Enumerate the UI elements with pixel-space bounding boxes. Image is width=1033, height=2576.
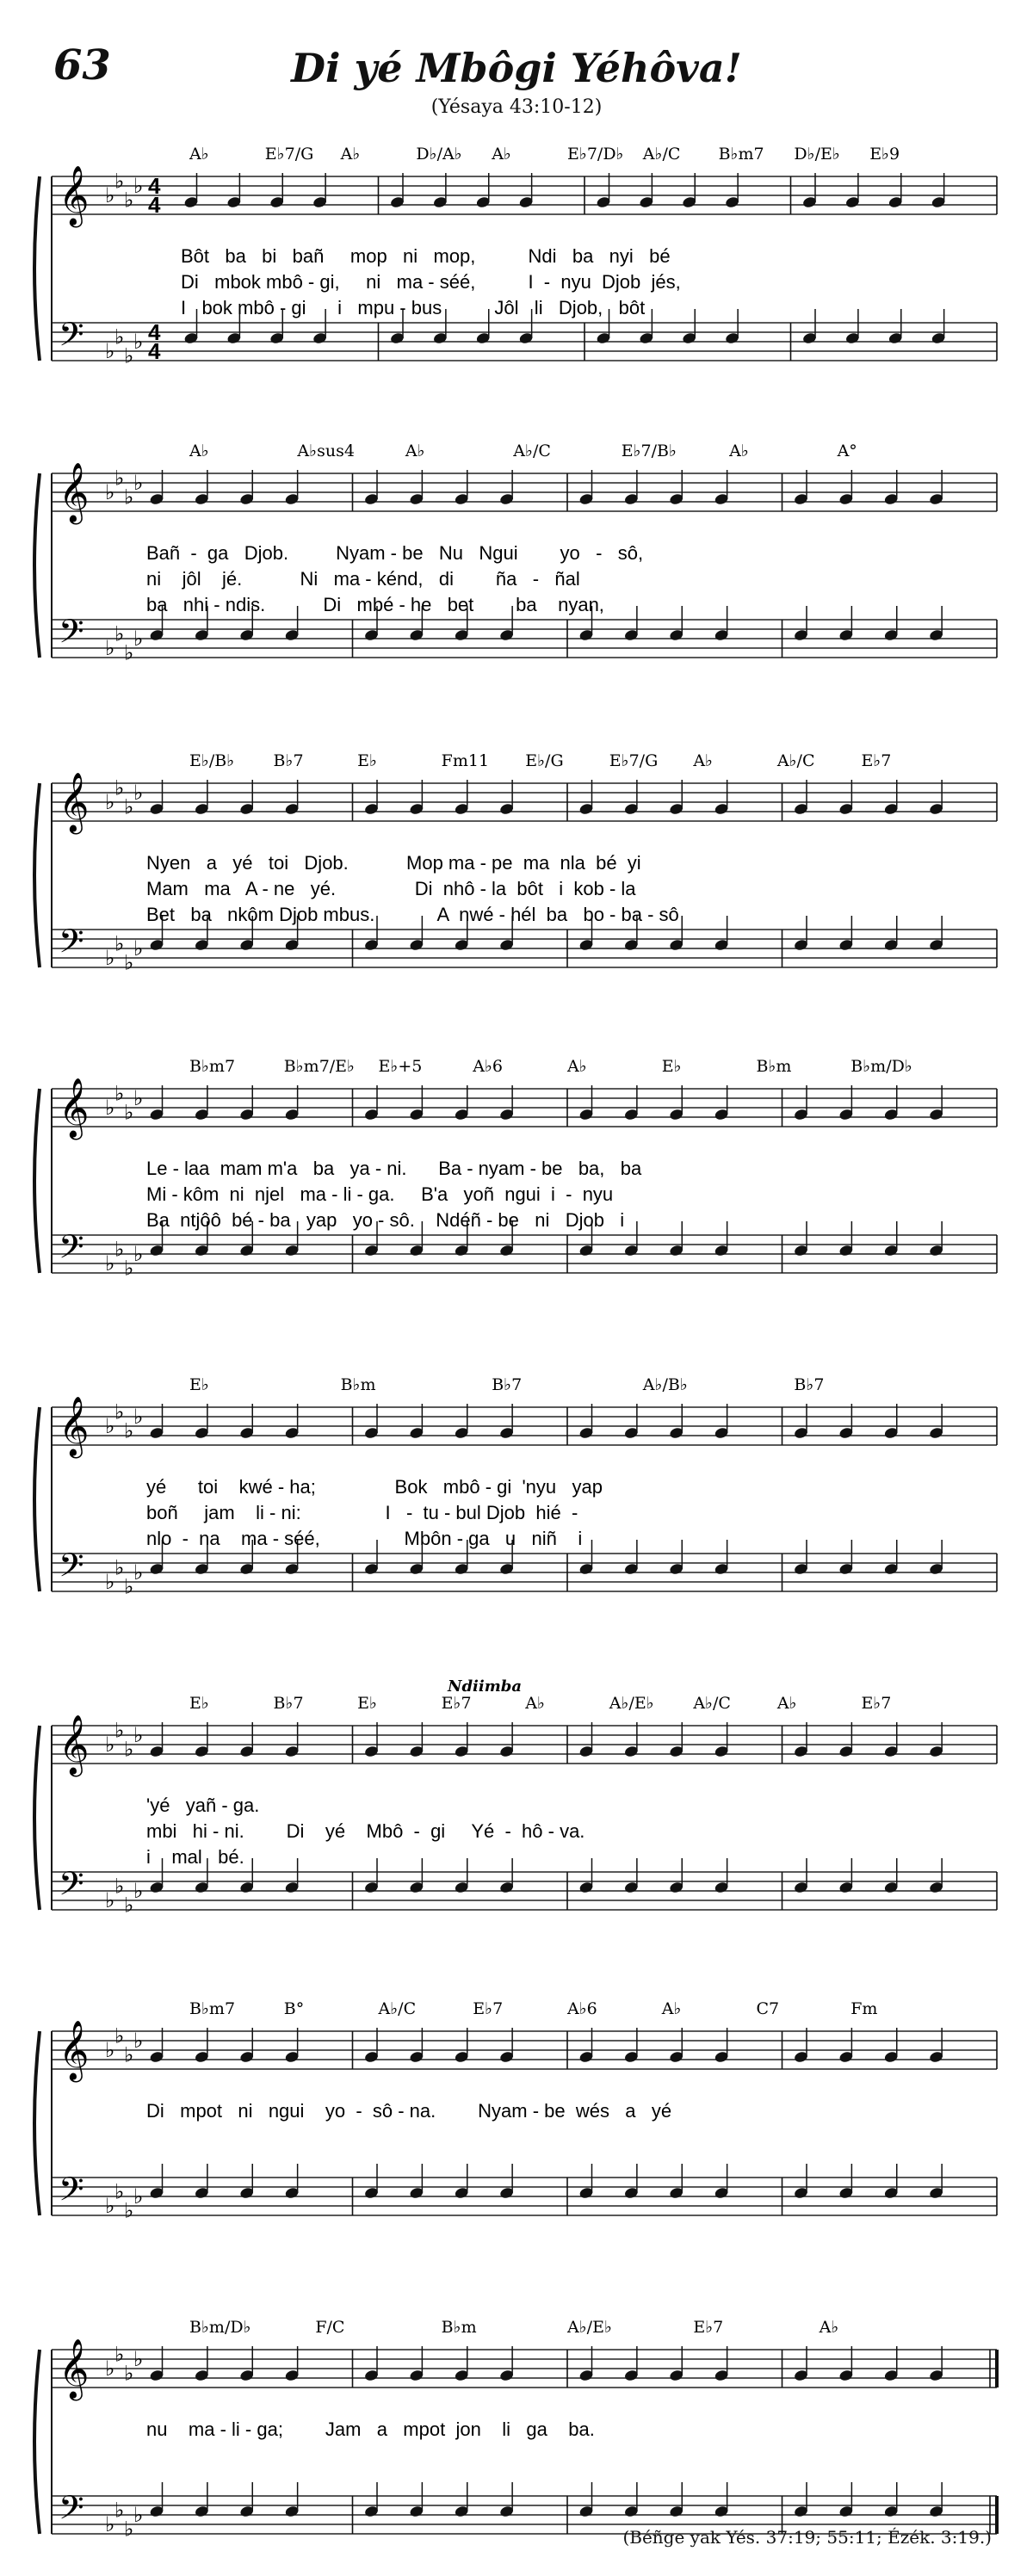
chord-symbol: D♭/E♭ bbox=[794, 145, 840, 164]
chord-symbol: A♭/C bbox=[776, 751, 815, 770]
chord-symbol: A♭/B♭ bbox=[642, 1375, 688, 1394]
chord-symbol: B♭m7 bbox=[718, 145, 764, 164]
flat-icon: ♭ bbox=[114, 2499, 125, 2523]
flat-icon: ♭ bbox=[105, 481, 115, 504]
chord-symbol: A♭/C bbox=[642, 145, 681, 164]
flat-icon: ♭ bbox=[105, 1571, 115, 1594]
flat-icon: ♭ bbox=[105, 1252, 115, 1276]
chord-symbol: A♭ bbox=[661, 1999, 682, 2018]
flat-icon: ♭ bbox=[105, 2195, 115, 2218]
system-brace bbox=[34, 1089, 40, 1273]
flat-icon: ♭ bbox=[114, 1875, 125, 1899]
time-signature: 4 bbox=[148, 173, 161, 199]
flat-icon: ♭ bbox=[105, 340, 115, 363]
flat-icon: ♭ bbox=[114, 1556, 125, 1580]
flat-icon: ♭ bbox=[124, 2199, 134, 2223]
chord-symbol: E♭7 bbox=[693, 2318, 724, 2337]
chord-symbol: E♭+5 bbox=[378, 1057, 423, 1076]
flat-icon: ♭ bbox=[114, 2343, 125, 2367]
chord-symbol: A♭ bbox=[189, 442, 209, 460]
system-brace bbox=[34, 176, 40, 361]
flat-icon: ♭ bbox=[133, 627, 144, 651]
chord-symbol: B♭7 bbox=[492, 1375, 523, 1394]
system-brace bbox=[34, 473, 40, 658]
flat-icon: ♭ bbox=[105, 637, 115, 660]
chord-symbol: A♭/E♭ bbox=[609, 1694, 654, 1713]
chord-symbol: A♭ bbox=[492, 145, 511, 164]
lyric-line: Di mpot ni ngui yo - sô - na. Nyam - be wés a yé bbox=[146, 2100, 672, 2122]
system-brace bbox=[34, 1726, 40, 1910]
flat-icon: ♭ bbox=[114, 1238, 125, 1262]
chord-symbol: E♭7 bbox=[861, 1694, 892, 1713]
flat-icon: ♭ bbox=[133, 472, 144, 495]
bass-clef-icon: 𝄢 bbox=[59, 1865, 84, 1910]
treble-clef-icon: 𝄞 bbox=[59, 1078, 90, 1136]
bass-clef-icon: 𝄢 bbox=[59, 1228, 84, 1273]
lyric-line: Le - laa mam m'a ba ya - ni. Ba - nyam - be ba, ba bbox=[146, 1158, 642, 1179]
flat-icon: ♭ bbox=[114, 466, 125, 491]
flat-icon: ♭ bbox=[124, 2362, 134, 2386]
flat-icon: ♭ bbox=[133, 2348, 144, 2371]
footer-references: (Béñge yak Yés. 37:19; 55:11; Ézék. 3:19.) bbox=[622, 2527, 992, 2548]
chord-symbol: B° bbox=[283, 1999, 305, 2018]
chord-symbol: B♭m bbox=[340, 1375, 376, 1394]
scripture-reference: (Yésaya 43:10-12) bbox=[430, 96, 603, 118]
chord-symbol: E♭ bbox=[661, 1057, 682, 1076]
chord-symbol: D♭/A♭ bbox=[416, 145, 462, 164]
lyric-line: Mi - kôm ni njel ma - li - ga. B'a yoñ ngui i - nyu bbox=[146, 1183, 614, 1205]
lyric-line: nlo - na ma - séé, Mbôn - ga u niñ i bbox=[146, 1528, 583, 1549]
treble-clef-icon: 𝄞 bbox=[59, 2021, 90, 2079]
flat-icon: ♭ bbox=[105, 2513, 115, 2536]
flat-icon: ♭ bbox=[114, 1719, 125, 1743]
flat-icon: ♭ bbox=[133, 2504, 144, 2527]
flat-icon: ♭ bbox=[105, 791, 115, 814]
lyric-line: Bôt ba bi bañ mop ni mop, Ndi ba nyi bé bbox=[181, 245, 671, 267]
chord-symbol: A° bbox=[837, 442, 857, 460]
flat-icon: ♭ bbox=[105, 2357, 115, 2381]
lyric-line: Nyen a yé toi Djob. Mop ma - pe ma nla bé yi bbox=[146, 852, 641, 874]
flat-icon: ♭ bbox=[133, 175, 144, 198]
chord-symbol: A♭/C bbox=[378, 1999, 417, 2018]
chord-symbol: F/C bbox=[315, 2318, 345, 2337]
chord-symbol: A♭6 bbox=[473, 1057, 504, 1076]
lyric-line: Ba ntjôô bé - ba yap yo - sô. Ndéñ - be ni Djob i bbox=[146, 1209, 625, 1231]
flat-icon: ♭ bbox=[133, 1880, 144, 1903]
bass-clef-icon: 𝄢 bbox=[59, 613, 84, 658]
treble-clef-icon: 𝄞 bbox=[59, 1397, 90, 1455]
treble-clef-icon: 𝄞 bbox=[59, 773, 90, 831]
chord-symbol: A♭ bbox=[776, 1694, 797, 1713]
hymn-title: Di yé Mbôgi Yéhôva! bbox=[291, 45, 742, 91]
chord-symbol: E♭7 bbox=[473, 1999, 504, 2018]
chord-symbol: E♭7/B♭ bbox=[621, 442, 677, 460]
flat-icon: ♭ bbox=[114, 2024, 125, 2048]
treble-clef-icon: 𝄞 bbox=[59, 1715, 90, 1773]
chord-symbol: E♭ bbox=[357, 751, 377, 770]
flat-icon: ♭ bbox=[124, 344, 134, 368]
flat-icon: ♭ bbox=[124, 1893, 134, 1918]
flat-icon: ♭ bbox=[124, 1257, 134, 1281]
flat-icon: ♭ bbox=[114, 776, 125, 800]
bass-clef-icon: 𝄢 bbox=[59, 316, 84, 361]
system-brace bbox=[34, 1407, 40, 1591]
flat-icon: ♭ bbox=[105, 2039, 115, 2062]
flat-icon: ♭ bbox=[114, 1400, 125, 1424]
flat-icon: ♭ bbox=[114, 325, 125, 349]
chord-symbol: E♭7 bbox=[441, 1694, 472, 1713]
chord-symbol: A♭ bbox=[819, 2318, 839, 2337]
section-marking: Ndiimba bbox=[448, 1677, 523, 1696]
lyric-line: Bañ - ga Djob. Nyam - be Nu Ngui yo - sô, bbox=[146, 542, 644, 564]
system-brace bbox=[34, 783, 40, 967]
flat-icon: ♭ bbox=[124, 1738, 134, 1762]
lyric-line: Bet ba nkôm Djob mbus. A nwé - hél ba bo - ba - sô bbox=[146, 904, 679, 925]
chord-symbol: A♭ bbox=[189, 145, 209, 164]
flat-icon: ♭ bbox=[133, 1087, 144, 1110]
flat-icon: ♭ bbox=[114, 1082, 125, 1106]
chord-symbol: E♭7 bbox=[861, 751, 892, 770]
treble-clef-icon: 𝄞 bbox=[59, 2339, 90, 2397]
flat-icon: ♭ bbox=[105, 1889, 115, 1912]
bass-clef-icon: 𝄢 bbox=[59, 2171, 84, 2215]
lyric-line: ba nhi - ndis. Di mbé - he bet ba nyan, bbox=[146, 594, 604, 615]
flat-icon: ♭ bbox=[114, 170, 125, 194]
flat-icon: ♭ bbox=[124, 1101, 134, 1125]
chord-symbol: B♭7 bbox=[273, 1694, 304, 1713]
chord-symbol: B♭m7 bbox=[189, 1057, 236, 1076]
chord-symbol: E♭7/D♭ bbox=[567, 145, 624, 164]
flat-icon: ♭ bbox=[124, 795, 134, 819]
lyric-line: mbi hi - ni. Di yé Mbô - gi Yé - hô - va. bbox=[146, 1820, 585, 1842]
chord-symbol: B♭m7 bbox=[189, 1999, 236, 2018]
chord-symbol: E♭/B♭ bbox=[189, 751, 235, 770]
chord-symbol: A♭/C bbox=[693, 1694, 731, 1713]
chord-symbol: E♭9 bbox=[869, 145, 900, 164]
chord-symbol: B♭m/D♭ bbox=[189, 2318, 251, 2337]
chord-symbol: Fm11 bbox=[441, 751, 490, 770]
bass-clef-icon: 𝄢 bbox=[59, 923, 84, 967]
flat-icon: ♭ bbox=[124, 641, 134, 665]
flat-icon: ♭ bbox=[105, 1096, 115, 1120]
time-signature: 4 bbox=[148, 338, 161, 364]
flat-icon: ♭ bbox=[124, 2517, 134, 2542]
hymn-number: 63 bbox=[53, 41, 111, 90]
flat-icon: ♭ bbox=[105, 1415, 115, 1438]
chord-symbol: B♭m7/E♭ bbox=[283, 1057, 356, 1076]
flat-icon: ♭ bbox=[133, 937, 144, 961]
time-signature: 4 bbox=[148, 319, 161, 345]
chord-symbol: C7 bbox=[756, 1999, 780, 2018]
flat-icon: ♭ bbox=[133, 1243, 144, 1266]
lyric-line: 'yé yañ - ga. bbox=[146, 1795, 260, 1816]
chord-symbol: E♭7/G bbox=[264, 145, 314, 164]
flat-icon: ♭ bbox=[124, 1419, 134, 1443]
chord-symbol: E♭/G bbox=[525, 751, 564, 770]
bass-clef-icon: 𝄢 bbox=[59, 2489, 84, 2534]
flat-icon: ♭ bbox=[105, 184, 115, 207]
lyric-line: nu ma - li - ga; Jam a mpot jon li ga ba. bbox=[146, 2418, 595, 2440]
chord-symbol: A♭sus4 bbox=[297, 442, 355, 460]
flat-icon: ♭ bbox=[133, 1405, 144, 1429]
treble-clef-icon: 𝄞 bbox=[59, 463, 90, 521]
flat-icon: ♭ bbox=[133, 330, 144, 354]
lyric-line: boñ jam li - ni: I - tu - bul Djob hié - bbox=[146, 1502, 578, 1523]
flat-icon: ♭ bbox=[114, 2180, 125, 2204]
time-signature: 4 bbox=[148, 192, 161, 218]
flat-icon: ♭ bbox=[105, 1733, 115, 1757]
flat-icon: ♭ bbox=[133, 1724, 144, 1747]
chord-symbol: B♭7 bbox=[794, 1375, 825, 1394]
chord-symbol: E♭ bbox=[189, 1694, 209, 1713]
chord-symbol: A♭ bbox=[567, 1057, 587, 1076]
bass-clef-icon: 𝄢 bbox=[59, 1547, 84, 1591]
flat-icon: ♭ bbox=[124, 2043, 134, 2067]
lyric-line: yé toi kwé - ha; Bok mbô - gi 'nyu yap bbox=[146, 1476, 603, 1498]
system-brace bbox=[34, 2350, 40, 2534]
chord-symbol: E♭ bbox=[357, 1694, 377, 1713]
chord-symbol: A♭ bbox=[405, 442, 425, 460]
chord-symbol: A♭ bbox=[693, 751, 714, 770]
lyric-line: Mam ma A - ne yé. Di nhô - la bôt i kob - la bbox=[146, 878, 636, 899]
flat-icon: ♭ bbox=[124, 1575, 134, 1599]
flat-icon: ♭ bbox=[124, 188, 134, 213]
lyric-line: I bok mbô - gi i mpu - bus Jôl li Djob, bôt bbox=[181, 297, 646, 318]
flat-icon: ♭ bbox=[114, 932, 125, 956]
flat-icon: ♭ bbox=[105, 947, 115, 970]
chord-symbol: A♭6 bbox=[567, 1999, 597, 2018]
chord-symbol: E♭ bbox=[189, 1375, 209, 1394]
chord-symbol: Fm bbox=[851, 1999, 878, 2018]
lyric-line: Di mbok mbô - gi, ni ma - séé, I - nyu Djob jés, bbox=[181, 271, 681, 293]
system-brace bbox=[34, 2031, 40, 2215]
chord-symbol: A♭/E♭ bbox=[567, 2318, 612, 2337]
chord-symbol: A♭ bbox=[525, 1694, 545, 1713]
chord-symbol: A♭ bbox=[340, 145, 361, 164]
chord-symbol: E♭7/G bbox=[609, 751, 659, 770]
chord-symbol: B♭7 bbox=[273, 751, 304, 770]
chord-symbol: B♭m bbox=[441, 2318, 477, 2337]
chord-symbol: B♭m/D♭ bbox=[851, 1057, 912, 1076]
flat-icon: ♭ bbox=[133, 781, 144, 805]
flat-icon: ♭ bbox=[133, 2029, 144, 2053]
chord-symbol: A♭ bbox=[729, 442, 749, 460]
flat-icon: ♭ bbox=[114, 622, 125, 646]
flat-icon: ♭ bbox=[133, 2185, 144, 2208]
flat-icon: ♭ bbox=[124, 951, 134, 975]
treble-clef-icon: 𝄞 bbox=[59, 166, 90, 224]
flat-icon: ♭ bbox=[133, 1561, 144, 1585]
chord-symbol: A♭/C bbox=[513, 442, 551, 460]
chord-symbol: B♭m bbox=[756, 1057, 792, 1076]
lyric-line: i mal bé. bbox=[146, 1846, 244, 1868]
flat-icon: ♭ bbox=[124, 485, 134, 510]
lyric-line: ni jôl jé. Ni ma - kénd, di ña - ñal bbox=[146, 568, 580, 590]
